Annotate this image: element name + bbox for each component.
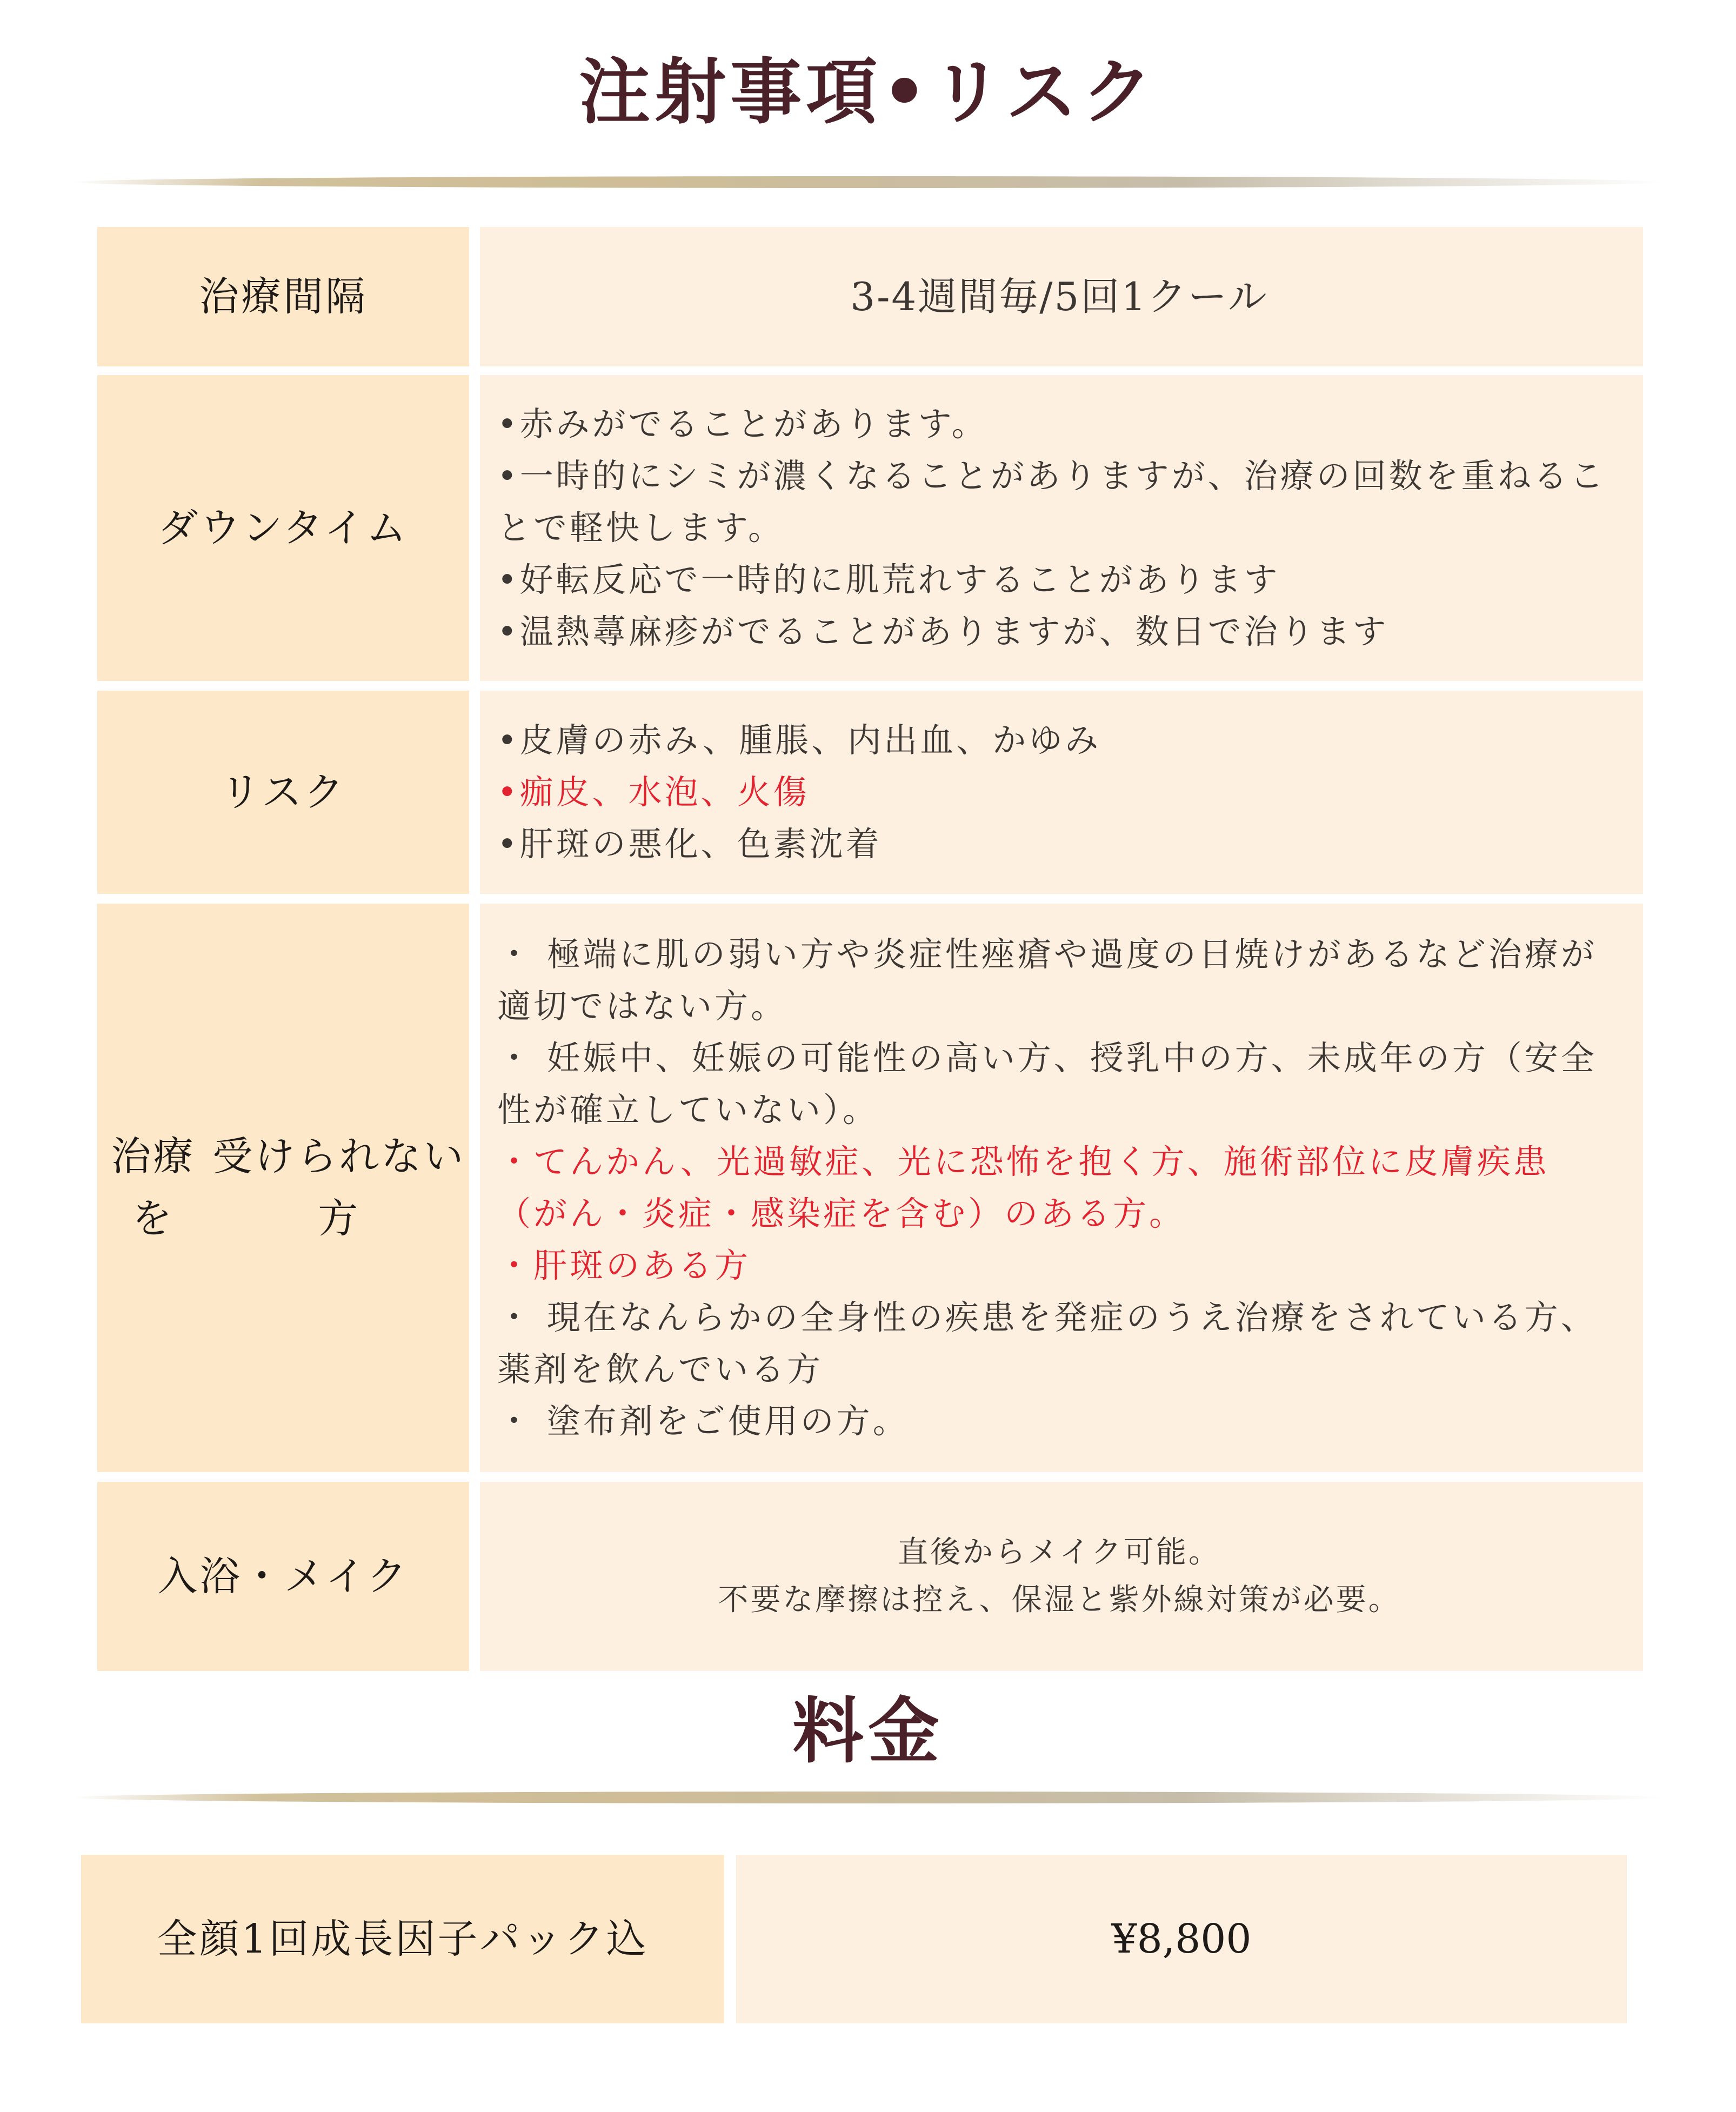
content-line: 性が確立していない）。 xyxy=(497,1090,879,1129)
label-line: 入浴・メイク xyxy=(157,1553,409,1600)
price-label xyxy=(81,1855,724,2023)
price-row xyxy=(81,1855,1627,2023)
label-line: 治療間隔 xyxy=(199,273,368,320)
table-row-contraindications xyxy=(97,904,1643,1472)
section-title-price: 料金 xyxy=(792,1689,944,1773)
row-label xyxy=(97,691,469,894)
row-label xyxy=(97,1482,469,1671)
row-label xyxy=(97,375,469,681)
label-line: 成長因子パック込 xyxy=(311,1916,649,1962)
row-label xyxy=(97,227,469,366)
row-content xyxy=(480,375,1643,681)
label-line: 受けられない方 xyxy=(212,1133,466,1242)
section-title-precautions: 注射事項•リスク xyxy=(579,50,1157,134)
label-line: ダウンタイム xyxy=(158,504,409,551)
content-line: •赤みがでることがあります。 xyxy=(497,404,988,444)
content-line: ・肝斑のある方 xyxy=(497,1246,751,1285)
content-line: •皮膚の赤み、腫脹、内出血、かゆみ xyxy=(497,720,1101,760)
section-divider xyxy=(70,176,1666,188)
content-line: •痂皮、水泡、火傷 xyxy=(497,772,810,812)
content-line: 薬剤を飲んでいる方 xyxy=(497,1349,824,1389)
row-content xyxy=(480,691,1643,894)
row-content xyxy=(480,1482,1643,1671)
table-row-interval xyxy=(97,227,1643,366)
content-line: とで軽快します。 xyxy=(497,508,785,547)
row-content xyxy=(480,904,1643,1472)
label-line: 全顔1回 xyxy=(157,1916,311,1962)
content-line: ・てんかん、光過敏症、光に恐怖を抱く方、施術部位に皮膚疾患 xyxy=(497,1142,1550,1181)
content-line: ・ 塗布剤をご使用の方。 xyxy=(497,1401,909,1441)
content-line: •一時的にシミが濃くなることがありますが、治療の回数を重ねるこ xyxy=(497,456,1606,496)
content-line: •好転反応で一時的に肌荒れすることがあります xyxy=(497,560,1280,599)
price-value: ¥8,800 xyxy=(736,1855,1627,2023)
content-line: 不要な摩擦は控え、保湿と紫外線対策が必要。 xyxy=(718,1582,1401,1618)
content-line: •肝斑の悪化、色素沈着 xyxy=(497,824,882,864)
content-line: ・ 極端に肌の弱い方や炎症性痤瘡や過度の日焼けがあるなど治療が xyxy=(497,934,1597,974)
table-row-downtime xyxy=(97,375,1643,681)
label-line: リスク xyxy=(220,768,346,816)
content-line: •温熱蕁麻疹がでることがありますが、数日で治ります xyxy=(497,612,1389,651)
content-line: ・ 現在なんらかの全身性の疾患を発症のうえ治療をされている方、 xyxy=(497,1298,1597,1337)
content-line: 直後からメイク可能。 xyxy=(898,1535,1221,1570)
section-divider xyxy=(70,1792,1666,1803)
content-line: （がん・炎症・感染症を含む）のある方。 xyxy=(497,1194,1186,1233)
content-line: 3-4週間毎/5回1クール xyxy=(850,274,1268,319)
table-row-bath-makeup xyxy=(97,1482,1643,1671)
row-label xyxy=(97,904,469,1472)
row-content xyxy=(480,227,1643,366)
content-line: ・ 妊娠中、妊娠の可能性の高い方、授乳中の方、未成年の方（安全 xyxy=(497,1038,1597,1078)
content-line: 適切ではない方。 xyxy=(497,986,787,1026)
table-row-risk xyxy=(97,691,1643,894)
label-line: 治療を xyxy=(111,1133,196,1242)
